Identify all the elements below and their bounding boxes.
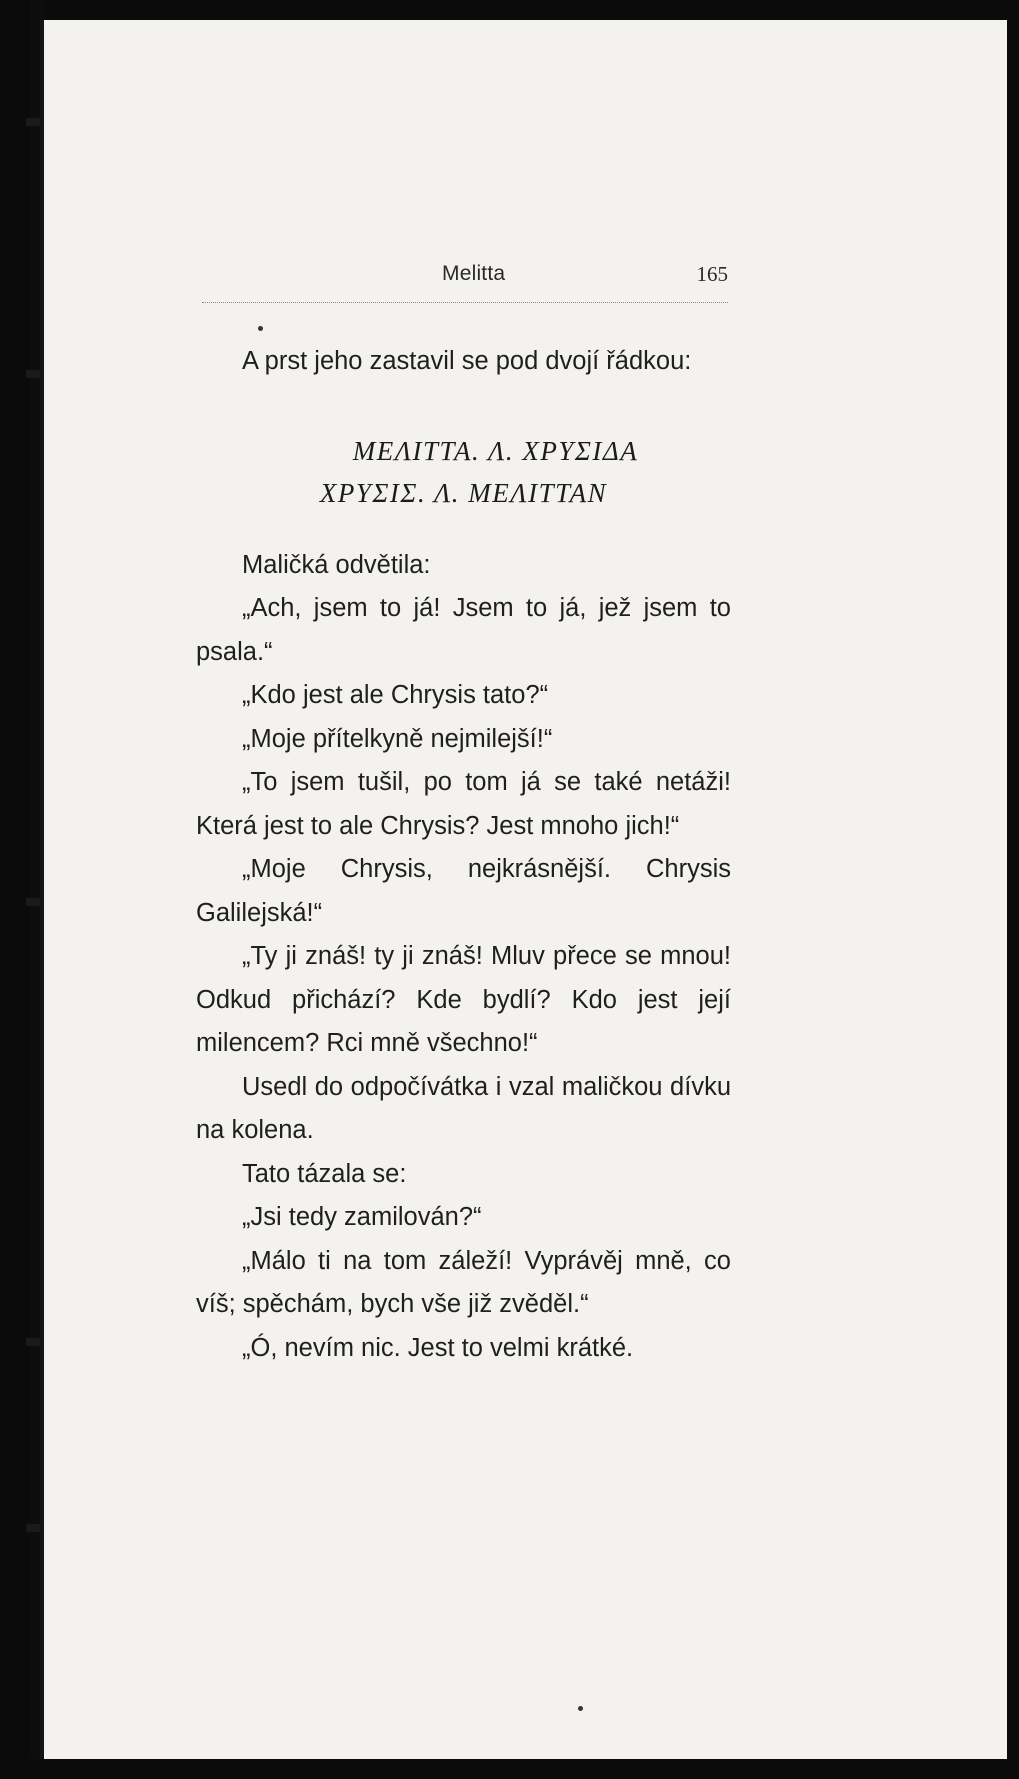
page-body: [196, 340, 731, 1370]
greek-inscription: [196, 430, 731, 514]
paragraph: „Ó, nevím nic. Jest to velmi krátké.: [242, 1333, 634, 1362]
scan-right-border: [1007, 0, 1019, 1779]
greek-inscription-line: ΧΡΥΣΙΣ. Λ. ΜΕΛΙΤΤΑΝ: [319, 477, 608, 508]
paragraph: „Kdo jest ale Chrysis tato?“: [242, 681, 549, 709]
ink-speck: [578, 1706, 583, 1711]
paragraph: A prst jeho zastavil se pod dvojí řádkou:: [242, 347, 692, 375]
paragraph: „Málo ti na tom záleží! Vyprávěj mně, co víš; spěchám, bych vše již zvěděl.“: [196, 1246, 731, 1318]
ink-speck: [258, 326, 263, 331]
paragraph: „Ty ji znáš! ty ji znáš! Mluv přece se mnou! Odkud přichází? Kde bydlí? Kdo jest její milencem? Rci mně všechno!“: [196, 942, 731, 1057]
scan-bottom-border: [0, 1759, 1019, 1779]
paragraph: „Ach, jsem to já! Jsem to já, jež jsem to psala.“: [196, 594, 731, 666]
paragraph: „To jsem tušil, po tom já se také netáži! Která jest to ale Chrysis? Jest mnoho jich!“: [196, 768, 731, 840]
paragraph: Tato tázala se:: [242, 1159, 407, 1188]
page-header: [202, 246, 728, 308]
paragraph: „Moje přítelkyně nejmilejší!“: [242, 724, 553, 753]
paragraph: „Moje Chrysis, nejkrásnější. Chrysis Galilejská!“: [196, 855, 731, 927]
running-title: Melitta: [442, 262, 506, 285]
paragraph: „Jsi tedy zamilován?“: [242, 1203, 482, 1231]
header-rule: [202, 302, 728, 303]
paragraph: Usedl do odpočívátka i vzal maličkou dívku na kolena.: [196, 1072, 731, 1144]
greek-inscription-line: ΜΕΛΙΤΤΑ. Λ. ΧΡΥΣΙΔΑ: [352, 435, 639, 466]
page-number: 165: [696, 262, 728, 286]
paragraph: Maličká odvětila:: [242, 550, 431, 579]
